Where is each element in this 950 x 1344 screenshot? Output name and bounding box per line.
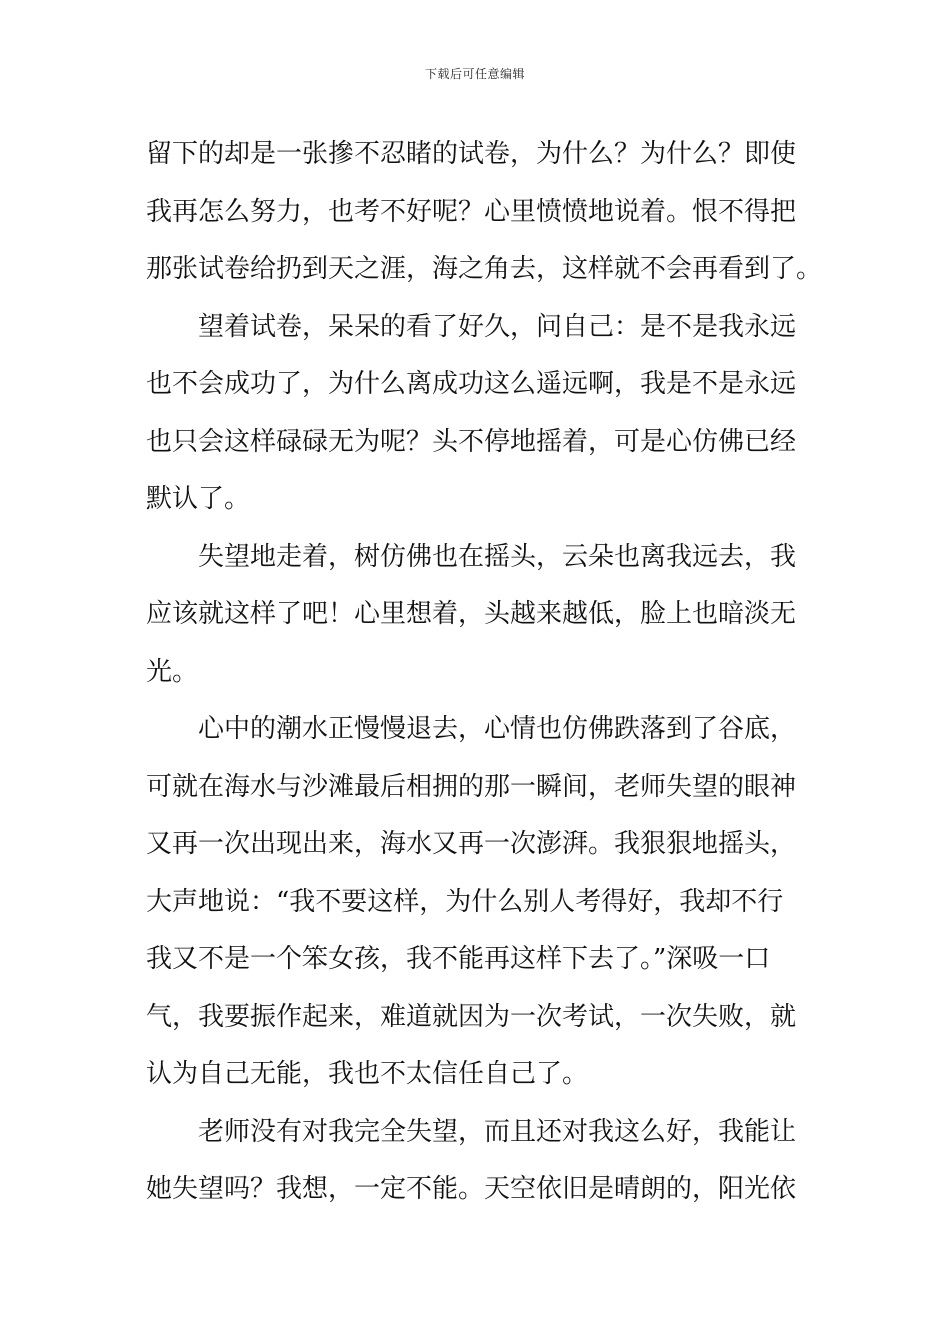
text-line: 光。 bbox=[146, 656, 199, 687]
paragraph-first-line: 望着试卷，呆呆的看了好久，问自己：是不是我永远 bbox=[198, 311, 797, 342]
text-line: 她失望吗？我想，一定不能。天空依旧是晴朗的，阳光依 bbox=[146, 1174, 797, 1204]
text-line: 也只会这样碌碌无为呢？头不停地摇着，可是心仿佛已经 bbox=[146, 426, 797, 457]
text-line: 可就在海水与沙滩最后相拥的那一瞬间，老师失望的眼神 bbox=[146, 771, 797, 802]
text-line: 留下的却是一张摻不忍睹的试卷，为什么？为什么？即使 bbox=[146, 139, 797, 169]
text-line: 气，我要振作起来，难道就因为一次考试，一次失败，就 bbox=[146, 1001, 797, 1032]
text-line: 那张试卷给扔到天之涯，海之角去，这样就不会再看到了。 bbox=[146, 254, 823, 284]
text-line: 默认了。 bbox=[146, 484, 251, 514]
text-line: 又再一次出现出来，海水又再一次澎湃。我狠狠地摇头， bbox=[146, 829, 797, 859]
page-header: 下载后可任意编辑 bbox=[424, 67, 525, 81]
paragraph-first-line: 老师没有对我完全失望，而且还对我这么好，我能让 bbox=[198, 1116, 797, 1147]
text-line: 我又不是一个笨女孩，我不能再这样下去了。”深吸一口 bbox=[146, 944, 771, 974]
text-line: 应该就这样了吧！心里想着，头越来越低，脸上也暗淡无 bbox=[146, 599, 797, 629]
text-line: 我再怎么努力，也考不好呢？心里愤愤地说着。恨不得把 bbox=[146, 196, 797, 227]
paragraph-first-line: 心中的潮水正慢慢退去，心情也仿佛跌落到了谷底， bbox=[198, 714, 797, 744]
text-line: 认为自己无能，我也不太信任自己了。 bbox=[146, 1059, 589, 1089]
document-body bbox=[146, 126, 823, 1219]
text-line: 大声地说：“我不要这样，为什么别人考得好，我却不行 bbox=[146, 886, 784, 917]
paragraph-first-line: 失望地走着，树仿佛也在摇头，云朵也离我远去，我 bbox=[198, 541, 797, 572]
text-line: 也不会成功了，为什么离成功这么遥远啊，我是不是永远 bbox=[146, 369, 797, 399]
